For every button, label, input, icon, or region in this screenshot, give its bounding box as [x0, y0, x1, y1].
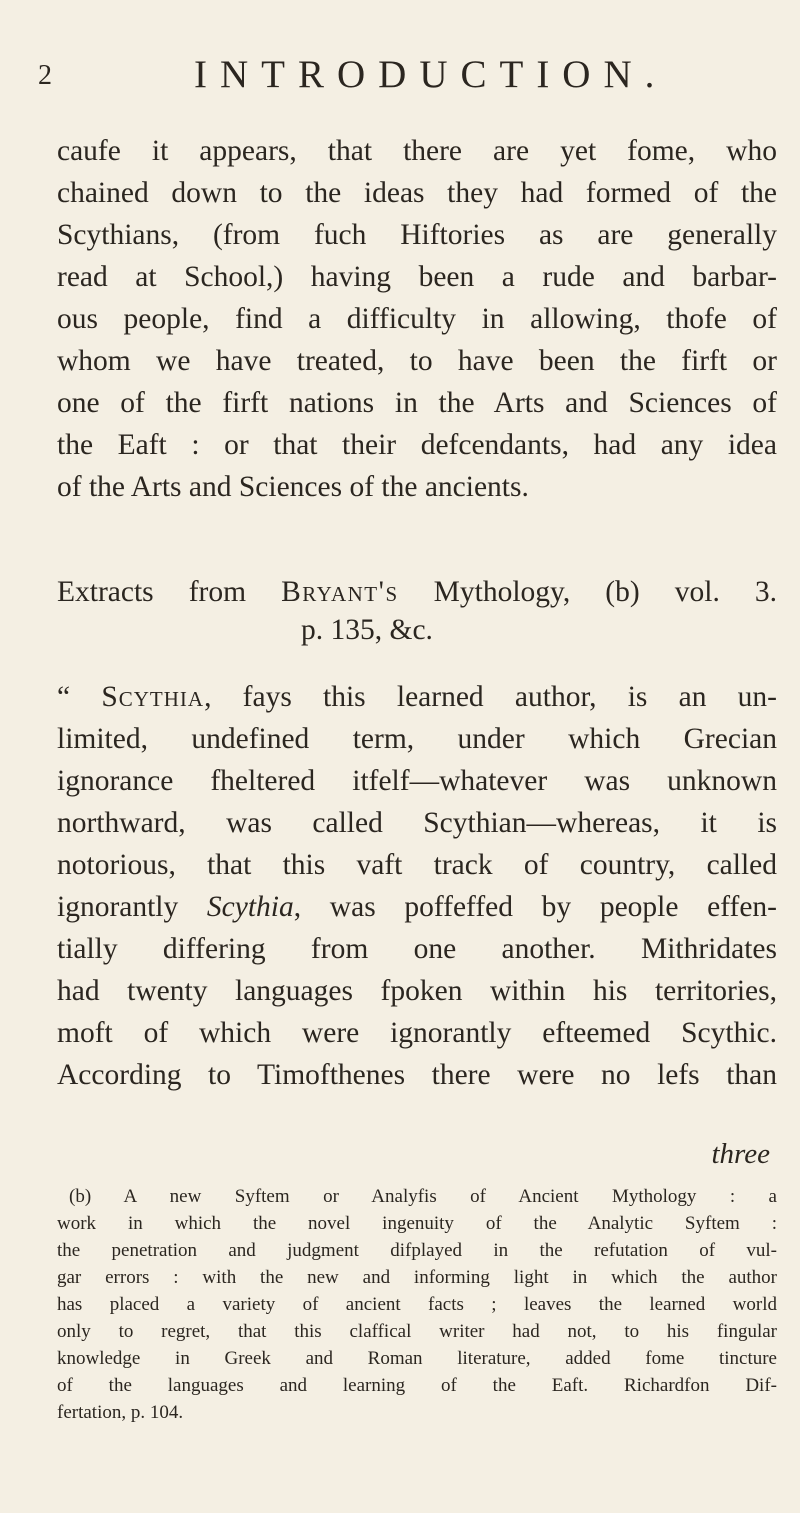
paragraph-1 — [57, 130, 777, 508]
text-line: chained down to the ideas they had formed of the — [57, 177, 777, 209]
running-title: INTRODUCTION. — [194, 53, 668, 96]
footnote-line: of the languages and learning of the Eaft. Richardfon Dif- — [57, 1375, 777, 1396]
footnote-line: the penetration and judgment difplayed in the refutation of vul- — [57, 1240, 777, 1261]
running-head — [38, 52, 778, 96]
heading-prefix: Extracts from — [57, 576, 282, 608]
page-number: 2 — [38, 60, 52, 91]
text-line: the Eaft : or that their defcendants, had any idea — [57, 429, 777, 461]
text-line: moft of which were ignorantly efteemed Scythic. — [57, 1017, 777, 1049]
text-line: caufe it appears, that there are yet fome, who — [57, 135, 777, 167]
heading-suffix: Mythology, (b) vol. 3. — [398, 576, 777, 608]
line-rest: , was poffeffed by people effen- — [293, 891, 777, 923]
text-line — [57, 886, 777, 928]
heading-author: Bryant's — [281, 576, 399, 608]
footnote — [57, 1183, 777, 1426]
heading-line-1 — [57, 573, 777, 611]
footnote-line: fertation, p. 104. — [57, 1402, 184, 1423]
footnote-line: work in which the novel ingenuity of the Analytic Syftem : — [57, 1213, 777, 1234]
footnote-line: (b) A new Syftem or Analyfis of Ancient Mythology : a — [69, 1186, 777, 1207]
line-start: ignorantly — [57, 891, 207, 923]
section-heading — [57, 573, 777, 649]
text-line: Scythians, (from fuch Hiftories as are generally — [57, 219, 777, 251]
small-caps-term: Scythia — [101, 681, 205, 713]
text-line: northward, was called Scythian—whereas, it is — [57, 807, 777, 839]
italic-term: Scythia — [206, 891, 294, 923]
paragraph-2 — [57, 676, 777, 1096]
footnote-line: only to regret, that this claffical writer had not, to his fingular — [57, 1321, 777, 1342]
footnote-line: gar errors : with the new and informing light in which the author — [57, 1267, 777, 1288]
footnote-line: has placed a variety of ancient facts ; leaves the learned world — [57, 1294, 777, 1315]
text-line: limited, undefined term, under which Grecian — [57, 723, 777, 755]
text-line: tially differing from one another. Mithridates — [57, 933, 777, 965]
text-line: whom we have treated, to have been the firft or — [57, 345, 777, 377]
text-line: had twenty languages fpoken within his territories, — [57, 975, 777, 1007]
text-line: ignorance fheltered itfelf—whatever was unknown — [57, 765, 777, 797]
text-line: ous people, find a difficulty in allowing, thofe of — [57, 303, 777, 335]
heading-line-2: p. 135, &c. — [301, 614, 433, 646]
footnote-line: knowledge in Greek and Roman literature, added fome tincture — [57, 1348, 777, 1369]
open-quote: “ — [57, 681, 102, 713]
text-line: According to Timofthenes there were no lefs than — [57, 1059, 777, 1091]
catchword: three — [711, 1138, 770, 1170]
text-line: one of the firft nations in the Arts and Sciences of — [57, 387, 777, 419]
text-line: notorious, that this vaft track of country, called — [57, 849, 777, 881]
text-line — [57, 676, 777, 718]
text-line: read at School,) having been a rude and barbar- — [57, 261, 777, 293]
text-line: of the Arts and Sciences of the ancients. — [57, 471, 529, 503]
line-rest: , fays this learned author, is an un- — [204, 681, 777, 713]
